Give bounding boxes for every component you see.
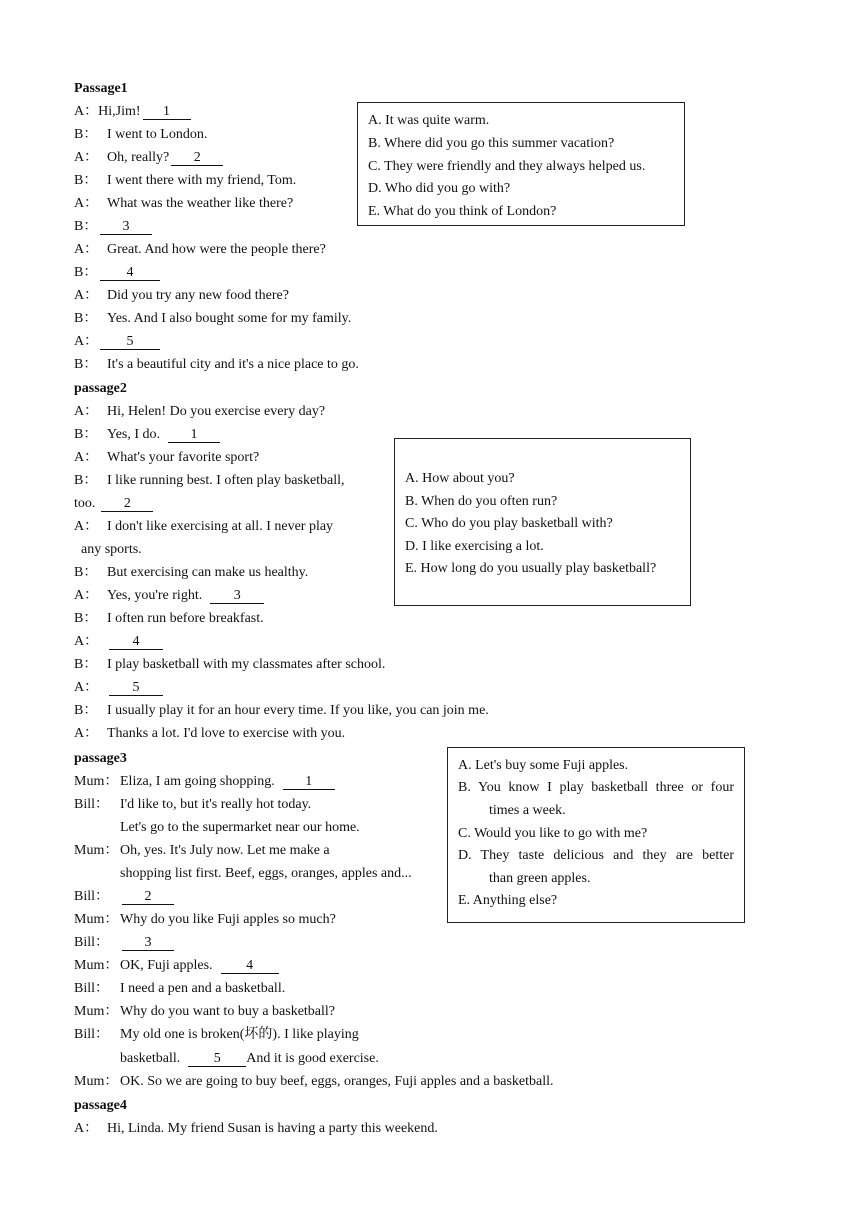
dialogue-line: Mum： Oh, yes. It's July now. Let me make a (74, 843, 330, 858)
option-c: C. Who do you play basketball with? (405, 516, 613, 531)
option-a: A. It was quite warm. (368, 113, 490, 128)
option-b: B. Where did you go this summer vacation? (368, 136, 615, 151)
option-b-continuation: times a week. (489, 803, 566, 818)
blank-4[interactable]: 4 (100, 265, 160, 281)
dialogue-line: Mum： OK. So we are going to buy beef, eggs, oranges, Fuji apples and a basketball. (74, 1074, 554, 1089)
dialogue-line: A： Great. And how were the people there? (74, 242, 326, 257)
blank-1[interactable]: 1 (143, 104, 191, 120)
blank-4[interactable]: 4 (109, 634, 163, 650)
passage1-heading: Passage1 (74, 81, 128, 96)
option-b: B. When do you often run? (405, 494, 558, 509)
dialogue-line: basketball. 5 And it is good exercise. (120, 1051, 379, 1066)
blank-5[interactable]: 5 (100, 334, 160, 350)
option-d: D. I like exercising a lot. (405, 539, 544, 554)
option-b: B. You know I play basketball three or four (458, 780, 734, 795)
dialogue-line: Let's go to the supermarket near our home. (120, 820, 360, 835)
dialogue-line: Bill： 2 (74, 888, 174, 906)
dialogue-line: too. 2 (74, 495, 153, 513)
blank-4[interactable]: 4 (221, 958, 279, 974)
dialogue-line: B： Yes. And I also bought some for my family. (74, 311, 352, 326)
dialogue-line: Mum： Why do you like Fuji apples so much? (74, 912, 336, 927)
dialogue-line: B： I usually play it for an hour every time. If you like, you can join me. (74, 703, 489, 718)
dialogue-line: Bill： I'd like to, but it's really hot today. (74, 797, 312, 812)
dialogue-line: A： What's your favorite sport? (74, 450, 260, 465)
blank-3[interactable]: 3 (100, 219, 152, 235)
dialogue-line: A： Oh, really? 2 (74, 149, 223, 167)
passage1-options-box (357, 102, 685, 226)
dialogue-line: A： Did you try any new food there? (74, 288, 289, 303)
option-d-continuation: than green apples. (489, 871, 591, 886)
passage2-options-box (394, 438, 691, 606)
dialogue-line: Mum： Eliza, I am going shopping. 1 (74, 773, 335, 791)
dialogue-line: B： Yes, I do. 1 (74, 426, 220, 444)
passage3-options-box (447, 747, 745, 923)
option-e: E. How long do you usually play basketball? (405, 561, 657, 576)
blank-3[interactable]: 3 (210, 588, 264, 604)
blank-2[interactable]: 2 (122, 889, 174, 905)
blank-1[interactable]: 1 (168, 427, 220, 443)
dialogue-line: A： 4 (74, 633, 163, 651)
passage2-heading: passage2 (74, 381, 127, 396)
dialogue-line: shopping list first. Beef, eggs, oranges, apples and... (120, 866, 412, 881)
option-c: C. They were friendly and they always helped us. (368, 159, 646, 174)
dialogue-line: A： 5 (74, 679, 163, 697)
dialogue-line: A： Hi, Linda. My friend Susan is having a party this weekend. (74, 1121, 438, 1136)
dialogue-line: B： I went there with my friend, Tom. (74, 173, 297, 188)
dialogue-line: Bill： My old one is broken(坏的). I like playing (74, 1027, 359, 1042)
blank-1[interactable]: 1 (283, 774, 335, 790)
dialogue-line: B： I often run before breakfast. (74, 611, 264, 626)
dialogue-line: A： 5 (74, 333, 160, 351)
dialogue-line: A： Hi, Helen! Do you exercise every day? (74, 404, 326, 419)
dialogue-line: B： I play basketball with my classmates after school. (74, 657, 386, 672)
option-a: A. How about you? (405, 471, 515, 486)
dialogue-line: A： What was the weather like there? (74, 196, 294, 211)
option-d: D. They taste delicious and they are better (458, 848, 734, 863)
option-e: E. What do you think of London? (368, 204, 557, 219)
option-d: D. Who did you go with? (368, 181, 511, 196)
option-c: C. Would you like to go with me? (458, 826, 648, 841)
dialogue-line: B： I went to London. (74, 127, 208, 142)
blank-2[interactable]: 2 (171, 150, 223, 166)
dialogue-line: any sports. (81, 542, 142, 557)
option-a: A. Let's buy some Fuji apples. (458, 758, 629, 773)
dialogue-line: A： I don't like exercising at all. I never play (74, 519, 334, 534)
dialogue-line: B： It's a beautiful city and it's a nice place to go. (74, 357, 359, 372)
blank-5[interactable]: 5 (188, 1051, 246, 1067)
dialogue-line: B： 4 (74, 264, 160, 282)
dialogue-line: A： Thanks a lot. I'd love to exercise with you. (74, 726, 346, 741)
passage3-heading: passage3 (74, 751, 127, 766)
blank-2[interactable]: 2 (101, 496, 153, 512)
dialogue-line: Bill： 3 (74, 934, 174, 952)
dialogue-line: A：Hi,Jim! 1 (74, 103, 191, 121)
blank-3[interactable]: 3 (122, 935, 174, 951)
dialogue-line: B： But exercising can make us healthy. (74, 565, 309, 580)
dialogue-line: Mum： Why do you want to buy a basketball? (74, 1004, 336, 1019)
dialogue-line: A： Yes, you're right. 3 (74, 587, 264, 605)
dialogue-line: B： 3 (74, 218, 152, 236)
dialogue-line: B： I like running best. I often play basketball, (74, 473, 345, 488)
option-e: E. Anything else? (458, 893, 558, 908)
dialogue-line: Mum： OK, Fuji apples. 4 (74, 957, 279, 975)
passage4-heading: passage4 (74, 1098, 127, 1113)
dialogue-line: Bill： I need a pen and a basketball. (74, 981, 286, 996)
blank-5[interactable]: 5 (109, 680, 163, 696)
